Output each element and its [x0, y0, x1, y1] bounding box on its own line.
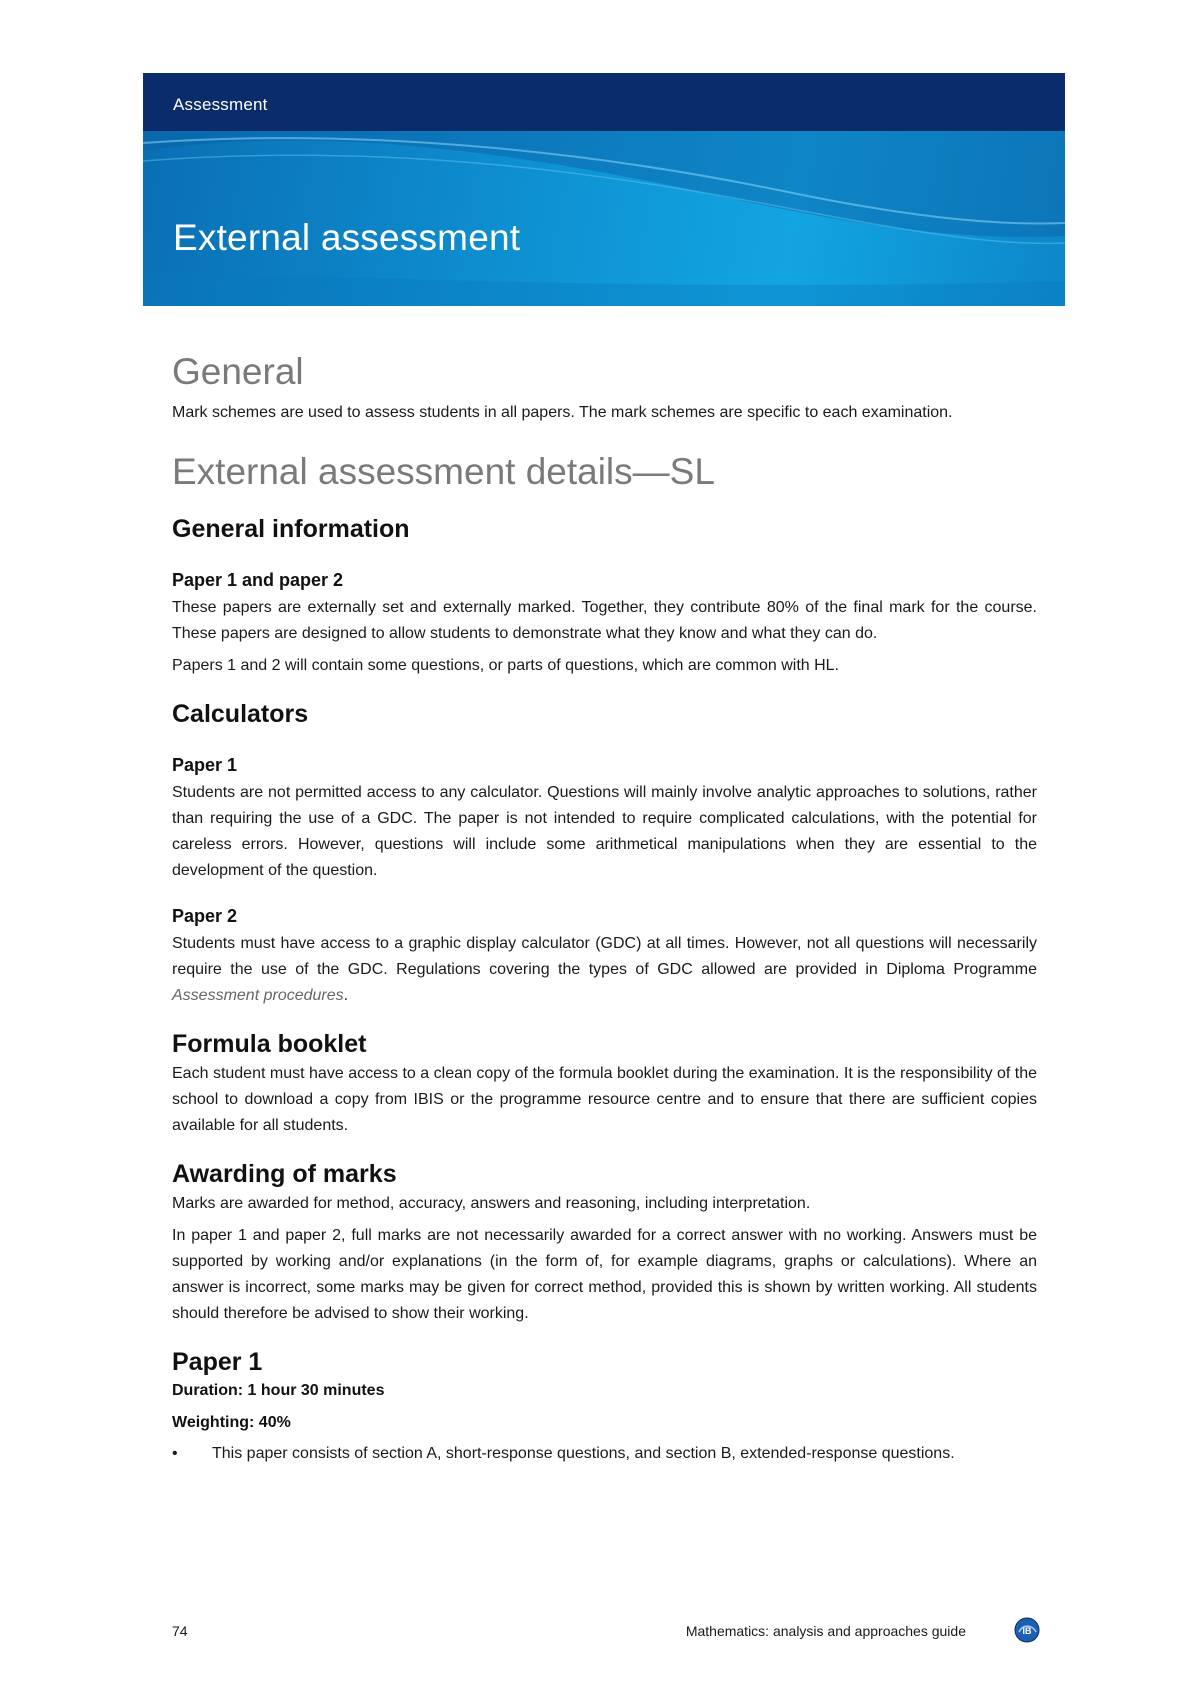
paper1-weighting: Weighting: 40%: [172, 1414, 291, 1431]
calculators-paper2-text: [172, 931, 1037, 1009]
banner-top-bar: [143, 73, 1065, 131]
awarding-heading: Awarding of marks: [172, 1160, 397, 1188]
page-number: 74: [172, 1623, 188, 1639]
paper1-heading: Paper 1: [172, 1348, 263, 1376]
formula-booklet-text: Each student must have access to a clean copy of the formula booklet during the examination. It is the responsibility of the school to download a copy from IBIS or the programme resource centre and to ensure that there are sufficient copies available for all students.: [172, 1065, 1037, 1134]
chapter-title: External assessment: [173, 217, 521, 258]
details-heading: External assessment details—SL: [172, 451, 715, 492]
bullet-icon: •: [172, 1445, 178, 1462]
general-information-para1: These papers are externally set and externally marked. Together, they contribute 80% of the final mark for the course. These papers are designed to allow students to demonstrate what they know and what they can do.: [172, 599, 1037, 642]
guide-title: Mathematics: analysis and approaches guide: [685, 1623, 966, 1639]
svg-text:IB: IB: [1022, 1626, 1032, 1636]
formula-booklet-heading: Formula booklet: [172, 1030, 367, 1058]
calculators-paper1-subheading: Paper 1: [172, 755, 238, 775]
ib-logo-icon: [1014, 1617, 1040, 1643]
awarding-para2: In paper 1 and paper 2, full marks are not necessarily awarded for a correct answer with no working. Answers must be supported by working and/or explanations (in the form of, for example diagrams, graphs or calculations). Where an answer is incorrect, some marks may be given for correct method, provided this is shown by written working. All students should therefore be advised to show their working.: [172, 1227, 1037, 1322]
chapter-banner: [143, 73, 1065, 306]
general-text: Mark schemes are used to assess students in all papers. The mark schemes are specific to each examination.: [172, 404, 953, 421]
general-heading: General: [172, 351, 304, 392]
main-content: [172, 350, 1037, 1467]
paper1-and-2-subheading: Paper 1 and paper 2: [172, 570, 344, 590]
banner-title-panel: [143, 131, 1065, 306]
calculators-paper2-end: .: [343, 987, 349, 1004]
calculators-paper2-subheading: Paper 2: [172, 906, 238, 926]
general-information-para2: Papers 1 and 2 will contain some questions, or parts of questions, which are common with HL.: [172, 657, 839, 674]
paper1-bullet-text: This paper consists of section A, short-response questions, and section B, extended-response questions.: [212, 1445, 955, 1462]
calculators-paper2-body: Students must have access to a graphic display calculator (GDC) at all times. However, not all questions will necessarily require the use of the GDC. Regulations covering the types of GDC allowed are provided in Diploma Programme: [172, 935, 1037, 978]
general-information-heading: General information: [172, 515, 410, 543]
page-footer: [172, 1617, 1040, 1647]
assessment-procedures-reference: Assessment procedures: [172, 987, 344, 1004]
section-label: Assessment: [173, 95, 268, 114]
paper1-duration: Duration: 1 hour 30 minutes: [172, 1382, 385, 1399]
paper1-bullet-list: [172, 1441, 1037, 1467]
awarding-para1: Marks are awarded for method, accuracy, answers and reasoning, including interpretation.: [172, 1195, 811, 1212]
calculators-heading: Calculators: [172, 700, 309, 728]
calculators-paper1-text: Students are not permitted access to any calculator. Questions will mainly involve analytic approaches to solutions, rather than requiring the use of a GDC. The paper is not intended to require complicated calculations, with the potential for careless errors. However, questions will include some arithmetical manipulations when they are essential to the development of the question.: [172, 784, 1037, 879]
list-item: [172, 1441, 1037, 1467]
